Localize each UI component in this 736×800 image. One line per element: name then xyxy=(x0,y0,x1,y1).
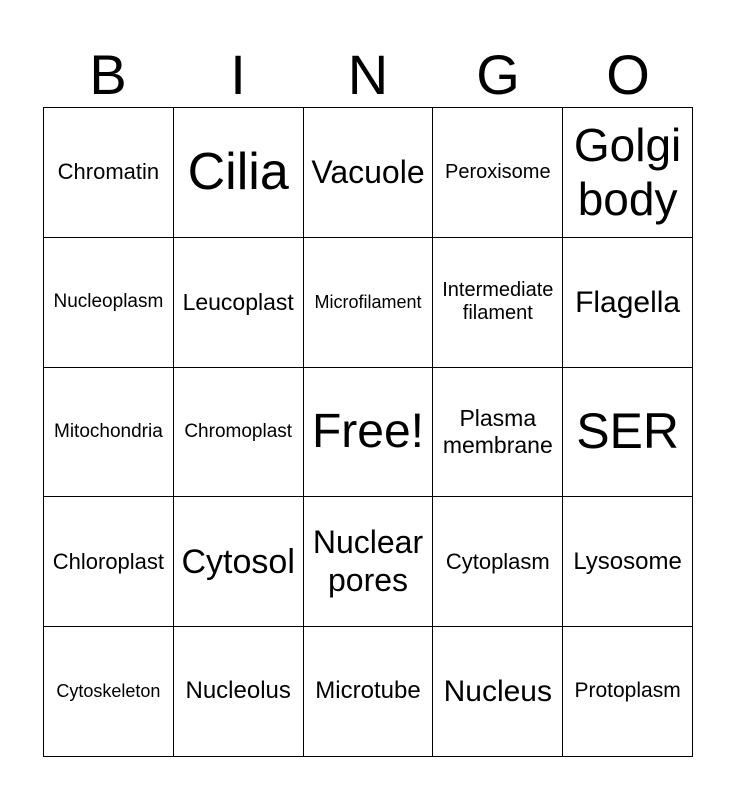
cell-label: Plasma membrane xyxy=(442,404,553,458)
bingo-cell[interactable] xyxy=(174,627,304,757)
cell-label: Nucleoplasm xyxy=(53,290,164,312)
bingo-cell[interactable] xyxy=(44,497,174,627)
cell-label: Leucoplast xyxy=(182,288,294,315)
bingo-cell[interactable] xyxy=(44,238,174,368)
cell-label: Intermediate filament xyxy=(442,278,554,325)
cell-label: Cytoskeleton xyxy=(56,680,161,701)
header-letter-o: O xyxy=(606,43,650,106)
free-space-cell[interactable] xyxy=(304,368,434,498)
cell-label: Nucleolus xyxy=(185,677,291,705)
bingo-cell[interactable] xyxy=(44,368,174,498)
header-letter-b: B xyxy=(89,43,127,106)
bingo-board xyxy=(43,107,693,757)
cell-label: Cytosol xyxy=(181,542,295,581)
cell-label: Flagella xyxy=(575,285,681,319)
cell-label: Mitochondria xyxy=(54,420,163,442)
bingo-cell[interactable] xyxy=(304,108,434,238)
header-letter-g: G xyxy=(476,43,520,106)
bingo-cell[interactable] xyxy=(304,238,434,368)
bingo-cell[interactable] xyxy=(174,497,304,627)
cell-label: Golgi body xyxy=(573,119,682,226)
bingo-cell[interactable] xyxy=(563,238,693,368)
cell-label: Lysosome xyxy=(573,547,682,575)
cell-label: Vacuole xyxy=(311,153,425,190)
bingo-cell[interactable] xyxy=(433,627,563,757)
cell-label: Chloroplast xyxy=(52,548,165,574)
bingo-cell[interactable] xyxy=(44,108,174,238)
bingo-cell[interactable] xyxy=(174,108,304,238)
bingo-cell[interactable] xyxy=(44,627,174,757)
bingo-cell[interactable] xyxy=(563,627,693,757)
bingo-cell[interactable] xyxy=(563,108,693,238)
bingo-cell[interactable] xyxy=(304,497,434,627)
bingo-cell[interactable] xyxy=(174,238,304,368)
bingo-cell[interactable] xyxy=(563,368,693,498)
header-letter-i: I xyxy=(230,43,246,106)
bingo-cell[interactable] xyxy=(304,627,434,757)
cell-label: Nucleus xyxy=(443,674,552,708)
cell-label: SER xyxy=(576,403,679,460)
header-letter-n: N xyxy=(347,43,389,106)
cell-label: Microtube xyxy=(315,677,421,705)
cell-label: Chromatin xyxy=(57,159,160,185)
cell-label: Protoplasm xyxy=(574,679,681,703)
cell-label: Microfilament xyxy=(314,291,422,312)
free-space-label: Free! xyxy=(311,404,424,458)
bingo-cell[interactable] xyxy=(433,108,563,238)
cell-label: Peroxisome xyxy=(444,160,551,183)
bingo-cell[interactable] xyxy=(433,368,563,498)
bingo-header xyxy=(43,44,693,106)
bingo-cell[interactable] xyxy=(433,497,563,627)
bingo-cell[interactable] xyxy=(563,497,693,627)
cell-label: Cilia xyxy=(187,142,289,201)
bingo-cell[interactable] xyxy=(433,238,563,368)
cell-label: Cytoplasm xyxy=(445,548,550,574)
cell-label: Chromoplast xyxy=(184,420,293,442)
cell-label: Nuclear pores xyxy=(312,524,424,598)
bingo-cell[interactable] xyxy=(174,368,304,498)
